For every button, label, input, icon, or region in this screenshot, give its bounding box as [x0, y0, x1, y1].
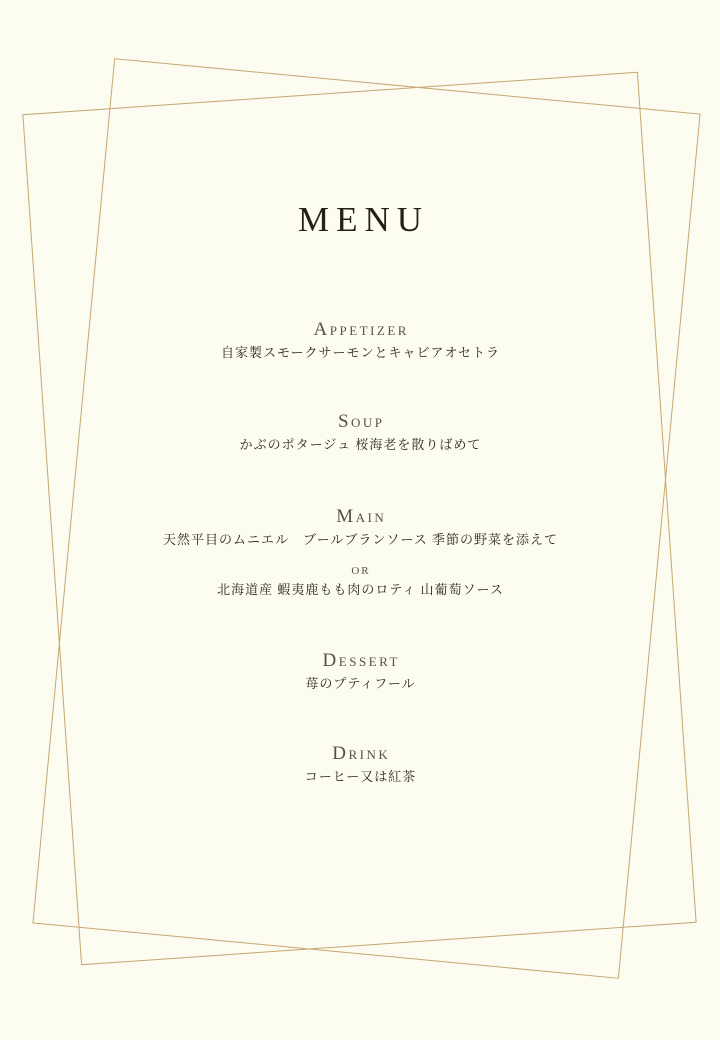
- section-dessert: [0, 651, 720, 692]
- section-drink: [0, 744, 720, 785]
- section-drink-dish: コーヒー又は紅茶: [304, 769, 417, 784]
- section-soup-dish: かぶのポタージュ 桜海老を散りばめて: [239, 437, 482, 452]
- section-main-dish-2: 北海道産 蝦夷鹿もも肉のロティ 山葡萄ソース: [217, 582, 504, 597]
- menu-title: MENU: [297, 200, 430, 239]
- section-drink-label: Drink: [332, 743, 391, 764]
- section-dessert-dish: 苺のプティフール: [305, 676, 416, 691]
- section-appetizer: [0, 320, 720, 361]
- section-main: [0, 507, 720, 598]
- section-main-label: Main: [336, 506, 387, 527]
- section-soup-label: Soup: [337, 411, 385, 432]
- section-appetizer-label: Appetizer: [313, 319, 409, 340]
- section-dessert-label: Dessert: [322, 650, 400, 671]
- section-appetizer-dish: 自家製スモークサーモンとキャビアオセトラ: [221, 345, 500, 360]
- section-main-or-separator: or: [351, 562, 371, 578]
- section-main-dish-1: 天然平目のムニエル ブールブランソース 季節の野菜を添えて: [163, 532, 558, 547]
- section-soup: [0, 412, 720, 453]
